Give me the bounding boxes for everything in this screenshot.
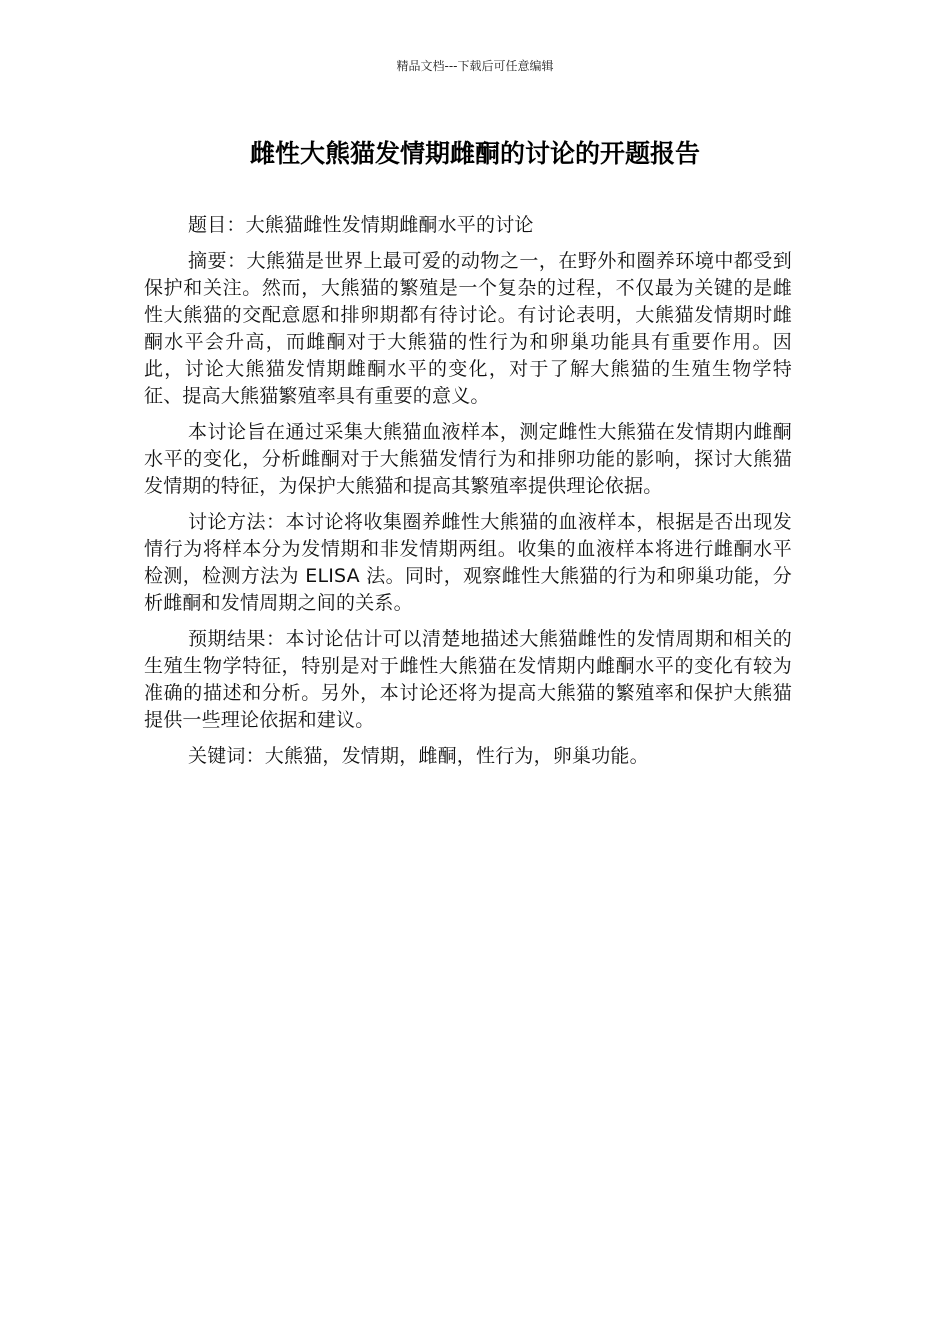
methods-paragraph: 讨论方法：本讨论将收集圈养雌性大熊猫的血液样本，根据是否出现发情行为将样本分为发情期和非发情期两组。收集的血液样本将进行雌酮水平检测，检测方法为 ELISA 法。同时，观察雌性大熊猫的行为和卵巢功能，分析雌酮和发情周期之间的关系。 xyxy=(144,511,792,614)
purpose-paragraph: 本讨论旨在通过采集大熊猫血液样本，测定雌性大熊猫在发情期内雌酮水平的变化，分析雌酮对于大熊猫发情行为和排卵功能的影响，探讨大熊猫发情期的特征，为保护大熊猫和提高其繁殖率提供理论依据。 xyxy=(144,421,792,497)
document-body xyxy=(144,212,792,779)
keywords-paragraph: 关键词：大熊猫，发情期，雌酮，性行为，卵巢功能。 xyxy=(188,745,649,767)
header-note: 精品文档---下载后可任意编辑 xyxy=(396,59,554,73)
expected-results-paragraph: 预期结果：本讨论估计可以清楚地描述大熊猫雌性的发情周期和相关的生殖生物学特征，特别是对于雌性大熊猫在发情期内雌酮水平的变化有较为准确的描述和分析。另外，本讨论还将为提高大熊猫的繁殖率和保护大熊猫提供一些理论依据和建议。 xyxy=(144,628,792,731)
document-title: 雌性大熊猫发情期雌酮的讨论的开题报告 xyxy=(249,139,700,168)
abstract-paragraph: 摘要：大熊猫是世界上最可爱的动物之一，在野外和圈养环境中都受到保护和关注。然而，大熊猫的繁殖是一个复杂的过程，不仅最为关键的是雌性大熊猫的交配意愿和排卵期都有待讨论。有讨论表明，大熊猫发情期时雌酮水平会升高，而雌酮对于大熊猫的性行为和卵巢功能具有重要作用。因此，讨论大熊猫发情期雌酮水平的变化，对于了解大熊猫的生殖生物学特征、提高大熊猫繁殖率具有重要的意义。 xyxy=(144,250,792,407)
topic-paragraph: 题目：大熊猫雌性发情期雌酮水平的讨论 xyxy=(188,214,534,236)
